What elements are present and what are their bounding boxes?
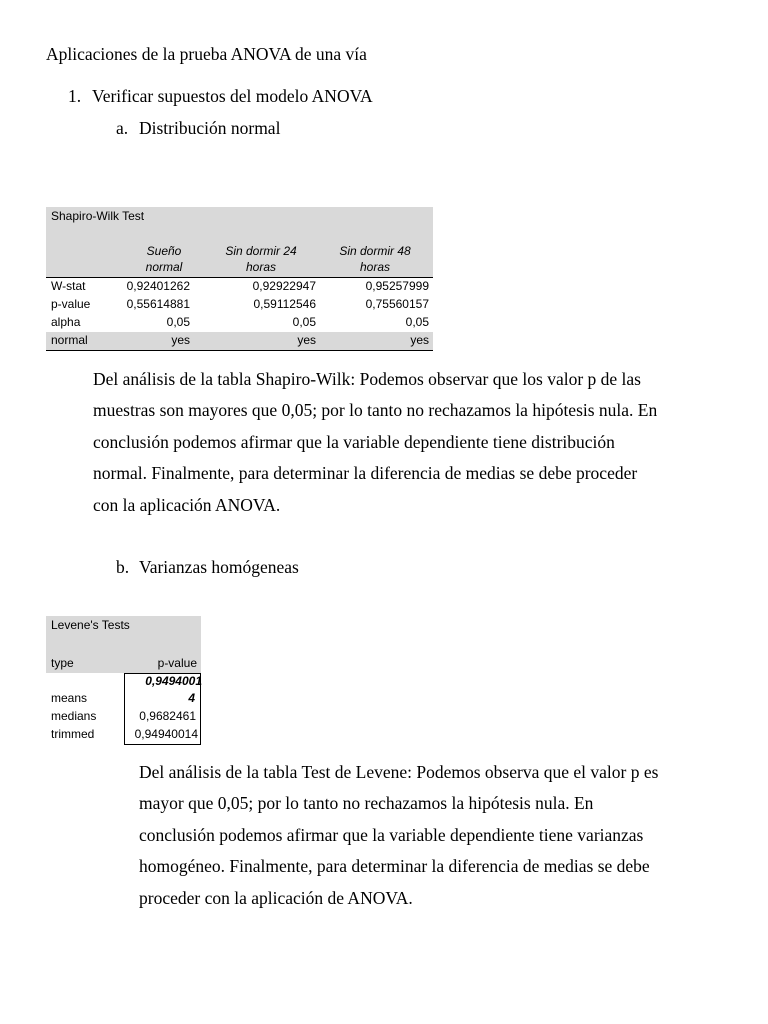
column-header-line: Sin dormir 24 (225, 244, 297, 258)
row-label: medians (51, 709, 97, 723)
paragraph-line: Del análisis de la tabla Shapiro-Wilk: Podemos observar que los valor p de las (93, 369, 641, 389)
cell-value: 0,59112546 (253, 297, 316, 311)
means-value-line-1: 0,9494001 (145, 674, 202, 688)
cell-value: 0,05 (166, 315, 190, 329)
page-title: Aplicaciones de la prueba ANOVA de una vía (46, 44, 367, 64)
table-header (46, 616, 201, 673)
column-header-line: Sin dormir 48 (339, 244, 411, 258)
cell-value: yes (297, 333, 316, 347)
column-header (126, 243, 202, 275)
subsection-letter: a. (116, 118, 129, 138)
row-label: trimmed (51, 727, 95, 741)
section-text: Verificar supuestos del modelo ANOVA (92, 86, 373, 106)
shapiro-wilk-table (46, 207, 433, 351)
row-label: means (51, 691, 88, 705)
cell-value: 0,05 (405, 315, 429, 329)
row-label: alpha (51, 315, 81, 329)
section-number: 1. (68, 86, 82, 106)
table-row (46, 314, 433, 332)
cell-value: 0,95257999 (365, 279, 429, 293)
paragraph-line: proceder con la aplicación de ANOVA. (139, 887, 413, 908)
table-title: Levene's Tests (51, 618, 130, 632)
analysis-paragraph-shapiro (93, 364, 657, 521)
paragraph-line: muestras son mayores que 0,05; por lo tanto no rechazamos la hipótesis nula. En (93, 400, 658, 421)
column-header: type (51, 656, 74, 670)
subsection-letter: b. (116, 557, 130, 577)
paragraph-line: conclusión podemos afirmar que la variable dependiente tiene varianzas (139, 824, 644, 845)
cell-value: 0,9682461 (139, 709, 196, 723)
paragraph-line: homogéneo. Finalmente, para determinar la diferencia de medias se debe (139, 856, 650, 877)
column-header-line: Sueño (146, 244, 182, 258)
table-row (46, 296, 433, 314)
means-value-line-2: 4 (188, 691, 195, 705)
cell-value: 0,92922947 (252, 279, 316, 293)
cell-value: yes (171, 333, 190, 347)
subsection-text: Varianzas homógeneas (139, 557, 299, 577)
cell-value: 0,92401262 (126, 279, 190, 293)
column-header-line: horas (359, 260, 391, 274)
subsection-heading-a (116, 118, 280, 139)
paragraph-line: Del análisis de la tabla Test de Levene: Podemos observa que el valor p es (139, 762, 659, 782)
paragraph-line: mayor que 0,05; por lo tanto no rechazamos la hipótesis nula. En (139, 793, 594, 814)
column-header-line: normal (145, 260, 183, 274)
cell-value: yes (410, 333, 429, 347)
paragraph-line: con la aplicación ANOVA. (93, 494, 281, 515)
table-row (46, 332, 433, 351)
subsection-text: Distribución normal (139, 118, 281, 138)
cell-value: 0,05 (292, 315, 316, 329)
paragraph-line: normal. Finalmente, para determinar la diferencia de medias se debe proceder (93, 463, 638, 484)
cell-value: 0,94940014 (134, 727, 198, 741)
row-label: p-value (51, 297, 91, 311)
column-header-line: horas (245, 260, 277, 274)
section-heading-1 (68, 86, 373, 107)
column-header: p-value (157, 656, 197, 670)
column-header (330, 243, 420, 275)
levene-table (46, 616, 201, 744)
analysis-paragraph-levene (139, 757, 658, 914)
table-row (46, 278, 433, 296)
subsection-heading-b (116, 557, 299, 578)
table-header (46, 207, 433, 278)
cell-value: 0,55614881 (126, 297, 190, 311)
column-header (216, 243, 306, 275)
row-label: normal (51, 333, 88, 347)
table-title: Shapiro-Wilk Test (51, 209, 145, 223)
paragraph-line: conclusión podemos afirmar que la variable dependiente tiene distribución (93, 431, 615, 452)
cell-value: 0,75560157 (365, 297, 429, 311)
row-label: W-stat (51, 279, 86, 293)
